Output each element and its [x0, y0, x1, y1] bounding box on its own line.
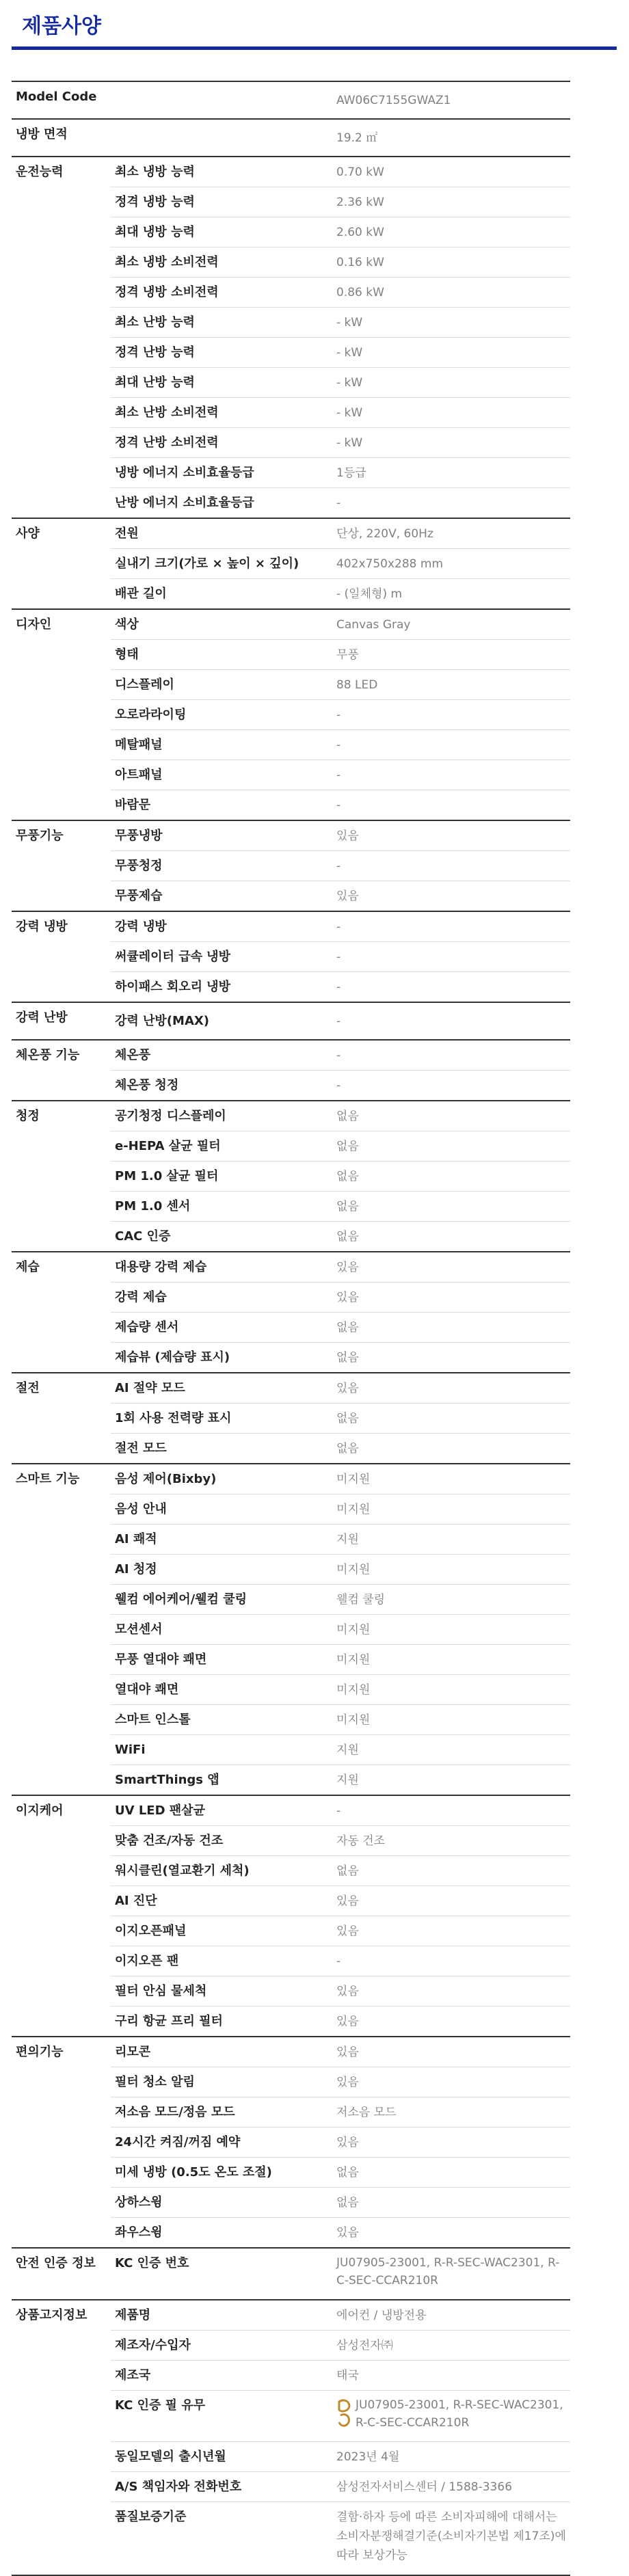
spec-label: AI 진단 [111, 1886, 332, 1916]
spec-value: - [332, 760, 570, 790]
spec-row [12, 157, 570, 187]
spec-category: 무풍기능 [12, 820, 111, 911]
spec-row [12, 911, 570, 942]
spec-label: PM 1.0 센서 [111, 1192, 332, 1222]
spec-value: 있음 [332, 2037, 570, 2067]
spec-category: 디자인 [12, 609, 111, 820]
spec-value: 2023년 4월 [332, 2442, 570, 2472]
spec-label: 색상 [111, 609, 332, 640]
spec-value: 0.70 kW [332, 157, 570, 187]
spec-label: 모션센서 [111, 1615, 332, 1645]
spec-value: 없음 [332, 2188, 570, 2218]
spec-value: - [332, 942, 570, 972]
spec-label: 최소 난방 소비전력 [111, 398, 332, 428]
spec-value: 미지원 [332, 1464, 570, 1494]
spec-value: 있음 [332, 2067, 570, 2097]
spec-value: 있음 [332, 2128, 570, 2158]
spec-category: 제습 [12, 1252, 111, 1373]
spec-row [12, 820, 570, 851]
spec-value: - [332, 1002, 570, 1040]
spec-value: 태국 [332, 2361, 570, 2391]
spec-value: 지원 [332, 1765, 570, 1796]
spec-value: 미지원 [332, 1555, 570, 1585]
spec-label: 좌우스윙 [111, 2218, 332, 2249]
spec-value: 0.86 kW [332, 278, 570, 308]
spec-label: 바람문 [111, 790, 332, 821]
spec-value: 있음 [332, 820, 570, 851]
spec-label: 전원 [111, 518, 332, 549]
spec-value: JU07905-23001, R-R-SEC-WAC2301, R-C-SEC-CCAR210R [332, 2248, 570, 2300]
spec-table [12, 81, 570, 2576]
spec-label: 이지오픈패널 [111, 1916, 332, 1946]
spec-row [12, 609, 570, 640]
spec-label: e-HEPA 살균 필터 [111, 1131, 332, 1162]
spec-label: 리모콘 [111, 2037, 332, 2067]
spec-category: 체온풍 기능 [12, 1040, 111, 1101]
spec-label: 최대 난방 능력 [111, 368, 332, 398]
spec-value: 있음 [332, 1373, 570, 1404]
spec-value: - kW [332, 368, 570, 398]
spec-label: 최소 난방 능력 [111, 308, 332, 338]
spec-category: 편의기능 [12, 2037, 111, 2248]
spec-value: 없음 [332, 1434, 570, 1464]
spec-value: 88 LED [332, 670, 570, 700]
spec-value: 미지원 [332, 1705, 570, 1735]
spec-value: - kW [332, 398, 570, 428]
spec-label: 정격 난방 능력 [111, 338, 332, 368]
spec-value: 1등급 [332, 458, 570, 488]
spec-label: 품질보증기준 [111, 2502, 332, 2576]
spec-label: 제습뷰 (제습량 표시) [111, 1343, 332, 1373]
spec-value: 있음 [332, 2007, 570, 2037]
spec-label: 난방 에너지 소비효율등급 [111, 488, 332, 519]
spec-label: 써큘레이터 급속 냉방 [111, 942, 332, 972]
spec-label: 제조자/수입자 [111, 2331, 332, 2361]
spec-label: 스마트 인스톨 [111, 1705, 332, 1735]
spec-row [12, 518, 570, 549]
spec-category: 사양 [12, 518, 111, 609]
spec-label: 최소 냉방 능력 [111, 157, 332, 187]
spec-value: - [332, 851, 570, 881]
spec-value: 자동 건조 [332, 1826, 570, 1856]
spec-value: 없음 [332, 1343, 570, 1373]
spec-label: 정격 냉방 능력 [111, 187, 332, 217]
spec-label: 무풍청정 [111, 851, 332, 881]
spec-label: 디스플레이 [111, 670, 332, 700]
spec-value: 없음 [332, 1131, 570, 1162]
spec-category: Model Code [12, 81, 332, 119]
spec-label: 필터 청소 알림 [111, 2067, 332, 2097]
spec-label: SmartThings 앱 [111, 1765, 332, 1796]
spec-label: AI 쾌적 [111, 1525, 332, 1555]
spec-value: 있음 [332, 1252, 570, 1283]
spec-row [12, 1252, 570, 1283]
spec-label: 체온풍 청정 [111, 1071, 332, 1101]
spec-label: 동일모델의 출시년월 [111, 2442, 332, 2472]
spec-label: 하이패스 회오리 냉방 [111, 972, 332, 1003]
spec-label: KC 인증 번호 [111, 2248, 332, 2300]
spec-value: - [332, 1040, 570, 1071]
spec-value: 있음 [332, 1976, 570, 2007]
spec-category: 이지케어 [12, 1795, 111, 2037]
page-title: 제품사양 [22, 14, 101, 38]
spec-label: 메탈패널 [111, 730, 332, 760]
spec-label: 강력 냉방 [111, 911, 332, 942]
spec-row [12, 1040, 570, 1071]
spec-value: 미지원 [332, 1615, 570, 1645]
spec-row [12, 1464, 570, 1494]
spec-category: 강력 냉방 [12, 911, 111, 1002]
spec-label: 최대 냉방 능력 [111, 217, 332, 247]
spec-value: - kW [332, 338, 570, 368]
spec-value: 0.16 kW [332, 247, 570, 278]
spec-value: - [332, 488, 570, 519]
spec-label: 체온풍 [111, 1040, 332, 1071]
spec-label: 워시클린(열교환기 세척) [111, 1856, 332, 1886]
spec-row [12, 1795, 570, 1826]
spec-value: - (일체형) m [332, 579, 570, 610]
spec-category: 안전 인증 정보 [12, 2248, 111, 2300]
spec-value: 없음 [332, 1404, 570, 1434]
spec-value: 미지원 [332, 1645, 570, 1675]
spec-label: PM 1.0 살균 필터 [111, 1162, 332, 1192]
spec-row [12, 1002, 570, 1040]
spec-label: 제습량 센서 [111, 1313, 332, 1343]
spec-category: 절전 [12, 1373, 111, 1464]
spec-label: 대용량 강력 제습 [111, 1252, 332, 1283]
spec-label: A/S 책임자와 전화번호 [111, 2472, 332, 2502]
spec-label: 최소 냉방 소비전력 [111, 247, 332, 278]
spec-value: 19.2 ㎡ [332, 119, 570, 157]
spec-value: 에어컨 / 냉방전용 [332, 2300, 570, 2331]
spec-value: AW06C7155GWAZ1 [332, 81, 570, 119]
spec-label: 음성 안내 [111, 1494, 332, 1525]
spec-category: 청정 [12, 1101, 111, 1252]
spec-label: 배관 길이 [111, 579, 332, 610]
spec-label: 아트패널 [111, 760, 332, 790]
spec-value: 402x750x288 mm [332, 549, 570, 579]
spec-row [12, 2300, 570, 2331]
spec-label: 정격 냉방 소비전력 [111, 278, 332, 308]
kc-certification-mark-icon [336, 2398, 351, 2429]
spec-value: - [332, 1946, 570, 1976]
spec-value: 없음 [332, 1101, 570, 1131]
spec-label: 이지오픈 팬 [111, 1946, 332, 1976]
spec-label: 1회 사용 전력량 표시 [111, 1404, 332, 1434]
spec-category: 강력 난방 [12, 1002, 111, 1040]
spec-value: 미지원 [332, 1675, 570, 1705]
spec-value-text: JU07905-23001, R-R-SEC-WAC2301, R-C-SEC-CCAR210R [356, 2398, 563, 2430]
spec-label: AI 청정 [111, 1555, 332, 1585]
spec-value: 지원 [332, 1735, 570, 1765]
spec-value: 단상, 220V, 60Hz [332, 518, 570, 549]
spec-label: 강력 제습 [111, 1283, 332, 1313]
spec-value: 있음 [332, 1916, 570, 1946]
spec-label: 제품명 [111, 2300, 332, 2331]
spec-category: 운전능력 [12, 157, 111, 518]
spec-value: 삼성전자서비스센터 / 1588-3366 [332, 2472, 570, 2502]
spec-label: 강력 난방(MAX) [111, 1002, 332, 1040]
spec-label: 열대야 쾌면 [111, 1675, 332, 1705]
spec-label: 저소음 모드/정음 모드 [111, 2097, 332, 2128]
spec-label: 실내기 크기(가로 × 높이 × 깊이) [111, 549, 332, 579]
title-underline [12, 46, 617, 50]
spec-label: 무풍냉방 [111, 820, 332, 851]
spec-value [332, 2391, 570, 2442]
spec-value: 무풍 [332, 640, 570, 670]
spec-label: 공기청정 디스플레이 [111, 1101, 332, 1131]
spec-label: 냉방 에너지 소비효율등급 [111, 458, 332, 488]
spec-value: 삼성전자㈜ [332, 2331, 570, 2361]
spec-category: 스마트 기능 [12, 1464, 111, 1795]
spec-label: 정격 난방 소비전력 [111, 428, 332, 458]
spec-row [12, 2037, 570, 2067]
spec-value: 2.60 kW [332, 217, 570, 247]
spec-label: 24시간 켜짐/꺼짐 예약 [111, 2128, 332, 2158]
spec-value: - [332, 1071, 570, 1101]
spec-value: 없음 [332, 1162, 570, 1192]
spec-value: 없음 [332, 1222, 570, 1252]
spec-row [12, 2248, 570, 2300]
spec-label: 오로라라이팅 [111, 700, 332, 730]
spec-value: - [332, 790, 570, 821]
spec-label: UV LED 팬살균 [111, 1795, 332, 1826]
spec-value: 있음 [332, 1886, 570, 1916]
spec-value: 있음 [332, 1283, 570, 1313]
spec-label: 절전 모드 [111, 1434, 332, 1464]
spec-value: 2.36 kW [332, 187, 570, 217]
spec-label: 상하스윙 [111, 2188, 332, 2218]
spec-value: Canvas Gray [332, 609, 570, 640]
spec-label: 구리 항균 프리 필터 [111, 2007, 332, 2037]
spec-value: 없음 [332, 1192, 570, 1222]
spec-value: - [332, 911, 570, 942]
spec-value: - [332, 730, 570, 760]
spec-label: KC 인증 필 유무 [111, 2391, 332, 2442]
spec-value: - [332, 972, 570, 1003]
spec-value: 없음 [332, 1313, 570, 1343]
spec-row [12, 81, 570, 119]
spec-value: - [332, 1795, 570, 1826]
spec-category: 상품고지정보 [12, 2300, 111, 2575]
spec-value: - kW [332, 428, 570, 458]
spec-row [12, 119, 570, 157]
spec-label: 무풍 열대야 쾌면 [111, 1645, 332, 1675]
spec-value: 있음 [332, 2218, 570, 2249]
spec-label: 필터 안심 물세척 [111, 1976, 332, 2007]
spec-value: 지원 [332, 1525, 570, 1555]
spec-label: 미세 냉방 (0.5도 온도 조절) [111, 2158, 332, 2188]
spec-value: 미지원 [332, 1494, 570, 1525]
spec-category: 냉방 면적 [12, 119, 332, 157]
spec-label: 맞춤 건조/자동 건조 [111, 1826, 332, 1856]
spec-value: 있음 [332, 881, 570, 912]
spec-value: 결함·하자 등에 따른 소비자피해에 대해서는 소비자분쟁해결기준(소비자기본법 제17조)에 따라 보상가능 [332, 2502, 570, 2576]
spec-label: WiFi [111, 1735, 332, 1765]
spec-value: 없음 [332, 1856, 570, 1886]
spec-row [12, 1101, 570, 1131]
spec-label: AI 절약 모드 [111, 1373, 332, 1404]
spec-label: 형태 [111, 640, 332, 670]
spec-label: 음성 제어(Bixby) [111, 1464, 332, 1494]
spec-label: 무풍제습 [111, 881, 332, 912]
spec-value: 없음 [332, 2158, 570, 2188]
spec-value: - [332, 700, 570, 730]
spec-label: CAC 인증 [111, 1222, 332, 1252]
spec-table-body [12, 81, 570, 2575]
spec-value: - kW [332, 308, 570, 338]
spec-label: 웰컴 에어케어/웰컴 쿨링 [111, 1585, 332, 1615]
spec-value: 웰컴 쿨링 [332, 1585, 570, 1615]
spec-label: 제조국 [111, 2361, 332, 2391]
spec-row [12, 1373, 570, 1404]
spec-value: 저소음 모드 [332, 2097, 570, 2128]
